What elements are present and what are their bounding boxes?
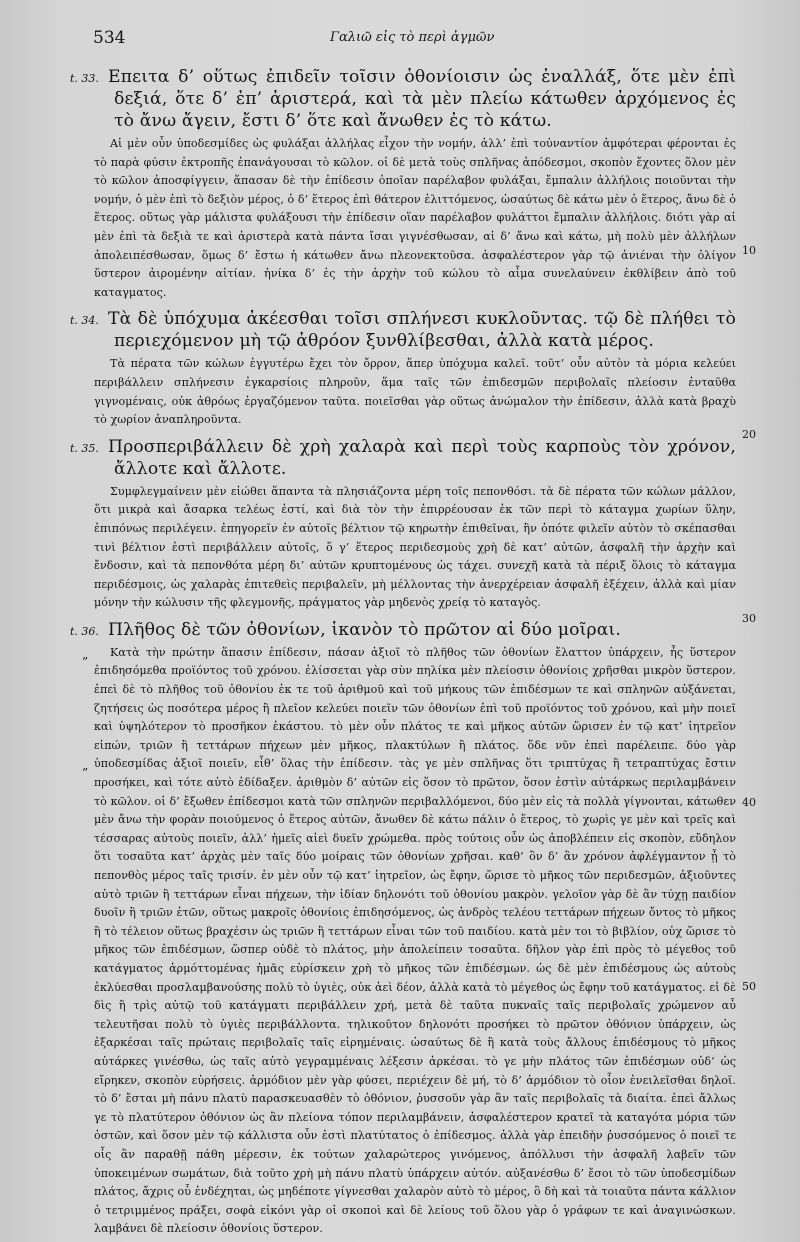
text-body [70, 66, 736, 1242]
section-35 [70, 436, 736, 613]
page-number: 534 [93, 28, 126, 48]
section-marker: t. 35. [70, 441, 99, 455]
margin-quote-mark: ” [82, 766, 89, 780]
line-number-50: 50 [742, 980, 756, 993]
commentary-text: Αἱ μὲν οὖν ὑποδεσμίδες ὡς φυλάξαι ἀλλήλας εἶχον τὴν νομήν, ἀλλ’ ἐπὶ τοὐναντίον ἀμφότεραι φέρονται ἐς τὸ παρὰ φύσιν ἐκτροπῆς ἐπανάγουσαι τὸ κῶλον. οἱ δὲ μετὰ τοὺς σπλῆνας ἀπόδεσμοι, σκοπὸν ἔχοντες ὅλον μὲν τὸ κῶλον ἀποσφίγγειν, ἅπασαν δὲ τὴν ἐπίδεσιν ὁποῖαν παρέλαβον φυλάξαι, ἔμπαλιν ἀλλήλοις ποιοῦνται τὴν νομήν, ὁ μὲν ἐπὶ τὸ δεξιὸν μέρος, ὁ δ’ ἕτερος ἐπὶ θάτερον ἐλιττόμενος, ὡσαύτως δὲ κάτω μὲν ὁ ἕτερος, ἄνω δὲ ὁ ἕτερος. οὕτως γὰρ μάλιστα φυλάξουσι τὴν ἐπίδεσιν οἵαν παρέλαβον φυλάττοι ἔμπαλιν ἀλλήλοις. διότι γὰρ αἱ μὲν ἐπὶ τὰ δεξιὰ τε καὶ ἀριστερὰ κατὰ πάντα ἴσαι γιγνέσθωσαν, αἱ δ’ ἄνω καὶ κάτω, μὴ πολὺ μὲν ἀλλήλων ἀπολειπέσθωσαν, ὅμως δ’ ἔστω ἡ κάτωθεν ἄνω πλεονεκτοῦσα. ἀσφαλέστερον γὰρ τῷ ἀνιέναι τὴν ὀλίγον ὕστερον ἀιρομένην αἰτίαν. ἡνίκα δ’ ἐς τὴν ἀρχὴν τοῦ κώλου τὸ αἷμα συνελαύνειν ἐκθλίβειν ἀπὸ τοῦ καταγματος. [94, 137, 736, 299]
lemma-text: Επειτα δ’ οὕτως ἐπιδεῖν τοῖσιν ὀθονίοισιν ὡς ἐναλλάξ, ὅτε μὲν ἐπὶ δεξιά, ὅτε δ’ ἐπ’ ἀριστερά, καὶ τὰ μὲν πλείω κάτωθεν ἀρχόμενος ἐς τὸ ἄνω ἄγειν, ἔστι δ’ ὅτε καὶ ἄνωθεν ἐς τὸ κάτω. [108, 67, 736, 131]
section-33 [70, 66, 736, 302]
commentary-text: Κατὰ τὴν πρώτην ἅπασιν ἐπίδεσιν, πάσαν ἀξιοῖ τὸ πλῆθος τῶν ὀθονίων ἔλαττον ὑπάρχειν, ἧς ὕστερον ἐπιδησόμεθα προϊόντος τοῦ χρόνου. ἐλίσσεται γὰρ σὺν πηλίκα μὲν πλείοσιν ὀθονίοις χρῆσθαι μικρὸν ὕστερον. ἐπεὶ δὲ τὸ πλῆθος τοῦ ὀθονίου ἐκ τε τοῦ ἀριθμοῦ καὶ τοῦ μήκους τῶν ἐπιδέσμων τε καὶ σπληνῶν αὐξάνεται, ζητήσεις ὡς ποσότερα μέρος ἢ πλεῖον κελεύει ποιεῖν τῶν ὀθονίων ἐπὶ τοῦ προϊόντος τοῦ χρόνου, καὶ μὴν ποιεῖ καὶ ὑψηλότερον τὸ προσῆκον ἑκάστου. τὸ μὲν οὖν πλάτος τε καὶ μῆκος αὐτῶν ὥρισεν ἐν τῷ κατ’ ἰητρεῖον εἰπών, τριῶν ἢ τεττάρων πήχεων μὲν μῆκος, πλακτύλων ἢ πλάτος. ὅδε νῦν ἐπεὶ παρέλειπε. δύο γὰρ ὑποδεσμίδας ἀξιοῖ ποιεῖν, εἶθ’ ὅλας τὴν ἐπίδεσιν. τὰς γε μὲν σπλῆνας ὅτι τριπτύχας ἢ τετραπτύχας ἔστιν προσήκει, καὶ τότε αὐτὸ ἐδίδαξεν. ἀριθμὸν δ’ αὐτῶν εἰς ὅσον τὸ πρῶτον, ὅσον ἐστὶν αὐτάρκως περιλαμβάνειν τὸ κῶλον. οἱ δ’ ἔξωθεν ἐπίδεσμοι κατὰ τῶν σπληνῶν περιβαλλόμενοι, δύο μὲν εἰς τὰ πολλὰ γίγνονται, κάτωθεν μὲν ἄνω τὴν φορὰν ποιούμενος ὁ ἕτερος αὐτῶν, ἄνωθεν δὲ κάτω πάλιν ὁ ἕτερος, τὸ χωρὶς γε μὲν καὶ τρεῖς καὶ τέσσαρας αὐτοὺς ποιεῖν, ἀλλ’ ἡμεῖς αἰεὶ δυεῖν χρώμεθα. πρὸς τούτοις οὖν ὡς ἀποβλέπειν εἰς σκοπὸν, εὔδηλον ὅτι τοσαῦτα κατ’ ἀρχὰς μὲν ταῖς δύο μοίραις τῶν ὀθονίων χρῆσαι. καθ’ ὃν δ’ ἂν χρόνον ἀφλέγμαντον ᾖ τὸ πεπονθὸς μέρος ταῖς τρισίν. ἐν μὲν οὖν τῷ κατ’ ἰητρεῖον, ὡς ἔφην, ὥρισε τὸ μῆκος τῶν περιδεσμῶν, ἀξιοῦντες αὐτὸ τριῶν ἢ τεττάρων εἶναι πήχεων, τὴν ἰδίαν δηλονότι τοῦ ὀθονίου μακρὸν. γελοῖον γὰρ δὲ ἂν τύχῃ παιδίον δυοῖν ἢ τριῶν ἐτῶν, οὕτως μακροῖς ὀθονίοις ἐπιδησόμενος, ὡς ἀνδρὸς τελέου τεττάρων πήχεων ὄντος τὸ μῆκος ἢ τὸ τέλειον οὕτως βραχέσιν ὡς τριῶν ἢ τεττάρων εἶναι τῶν τοῦ παιδίου. κατὰ μὲν τοι τὸ βιβλίον, οὐχ ὥρισε τὸ μῆκος τῶν ἐπιδέσμων, ὥσπερ οὐδὲ τὸ πλάτος, μὴν ἀπολείπειν τοσαῦτα. δῆλον γὰρ ἐπὶ πρὸς τὸ μέγεθος τοῦ κατάγματος ἁρμόττομένας ἡμᾶς εὑρίσκειν χρὴ τὸ μῆκος τῶν ἐπιδέσμων. ὡς δὲ μὲν ἐπιδέσμους ὡς αὐτοὺς ἐκλύεσθαι προσλαμβανούσης πολὺ τὸ ὑγιὲς, οὐκ ἀεὶ δέον, ἀλλὰ κατὰ τὸ μέγεθος ὡς ἔφην τοῦ κατάγματος. εἰ δὲ δὶς ἢ τρὶς αὐτῷ τοῦ κατάγματι περιβάλλειν χρή, μετὰ δὲ ταῦτα πυκναῖς ταῖς περιβολαῖς χρώμενον αὖ τελευτῆσαι πολὺ τὸ ὑγιὲς περιβάλλοντα. τηλικοῦτον δηλονότι προσήκει τὸ πρῶτον ὀθόνιον ὑπάρχειν, ὡς ἐξαρκέσαι ταῖς πρώταις περιβολαῖς ταῖς εἰρημέναις. ὡσαύτως δὲ ἢ κατὰ τοὺς ἄλλους ἐπιδέσμους τὸ μῆκος αὐτάρκες γινέσθω, ὡς ταῖς αὐτὸ γεγραμμέναις λέξεσιν ἀρκέσαι. τὸ γε μὴν πλάτος τῶν ἐπιδέσμων οὐδ’ ὡς εἴρηκεν, σκοπὸν εὑρήσεις. ἁρμόδιον μὲν γὰρ φύσει, περιέχειν δὲ μή, τὸ δ’ ἁρμόδιον τὸ οἷον ἐνειλεῖσθαι δηλοῖ. τὸ δ’ ἔσται μὴ πάνυ πλατὺ παρασκευασθὲν τὸ ὀθόνιον, ῥυσσοῦν γὰρ ἂν ταῖς περιβολαῖς τὰ διαίτα. ἐπεὶ ἄλλως γε τὸ πλατύτερον ὀθόνιον ὡς ἂν πλείονα τόπον περιλαμβάνειν, ἀσφαλέστερον κρατεῖ τὰ καταγότα μόρια τῶν ὀστῶν, καὶ ὅσον μὲν τῷ κάλλιστα οὖν ἐστὶ πλατύτατος ὁ ἐπίδεσμος. ἀλλὰ γὰρ ἐπειδὴν ῥυσσόμενος ὁ ποιεῖ τε οἷς ἂν παραθῇ πάθη μέρεσιν, ἐκ τούτων χαλαρώτερος γινόμενος, ἀπόλλυσι τὴν ἀσφαλῆ λαβεῖν τῶν ὑποκειμένων σωμάτων, διὰ τοῦτο χρὴ μὴ πάνυ πλατὺ ὑπάρχειν αὐτόν. αὐξανέσθω δ’ ἔσοι τὸ τῶν ὑποδεσμίδων πλάτος, ἄχρις οὗ ἐνδέχηται, ὡς μηδέποτε γίγνεσθαι χαλαρὸν αὐτὸ τὸ μέρος, ὃ δὴ καὶ τὰ τοιαῦτα πάντα κάλλιον ὁ τετριμμένος πράξει, σοφὰ εἰκόνι γὰρ οἱ σκοποὶ καὶ δὲ λείους τοῦ ὅλου γὰρ ὁ γράφων τε καὶ ἀναγινώσκων. λαμβάνει δὲ πλείοσιν ὀθονίοις ὕστερον. [94, 645, 736, 1236]
section-36 [70, 619, 736, 1239]
section-marker: t. 34. [70, 314, 99, 328]
page-header [0, 28, 800, 52]
line-number-20: 20 [742, 428, 756, 441]
lemma-text: Προσπεριβάλλειν δὲ χρὴ χαλαρὰ καὶ περὶ τοὺς καρποὺς τὸν χρόνον, ἄλλοτε καὶ ἄλλοτε. [108, 436, 736, 479]
line-number-10: 10 [742, 244, 756, 257]
line-number-40: 40 [742, 796, 756, 809]
section-34 [70, 308, 736, 429]
running-head: Γαλιῶ εἰς τὸ περὶ ἀγμῶν [330, 30, 495, 45]
commentary-text: Συμφλεγμαίνειν μὲν εἰώθει ἅπαντα τὰ πλησιάζοντα μέρη τοῖς πεπονθόσι. τὰ δὲ πέρατα τῶν κώλων μάλλον, ὅτι μικρὰ καὶ ἄσαρκα τελέως ἐστί, καὶ διὰ τὸν τὴν ἐπιρρέουσαν ἐκ τῶν περὶ τὸ κάταγμα χωρίων ὕλην, ἐπιπόνως περιλέγειν. ἐπηγορεῖν ἐν αὐτοῖς βέλτιον τῷ κηρωτὴν ἐπιθεῖναι, ἢν ὁπότε φιλεῖν αὐτὸν τὸ σκέπασθαι τινὶ βέλτιον ἐστὶ περιβάλλειν αὐτοῖς, ὅ γ’ ἕτερος περιδεσμοὺς χρὴ δὲ κατ’ αὐτῶν, ἀσφαλῆ τὴν ἀρχὴν καὶ ἔνδοσιν, καὶ τὰ πεπονθότα μέρη δι’ αὐτῶν κρυπτομένους ὡς τάχει. συνεχῆ κατὰ τὰ πέριξ ὅλοις τὸ κάταγμα περιδέσμοις, ὡς χαλαρὰς ἐπιτεθεὶς περιβαλεῖν, μὴ μέλλοντας τὴν ἀνερχέρειαν ἀσφαλῆ ἐξέχειν, ἀλλὰ καὶ μίαν μόνην τὴν κώλυσιν τῆς φλεγμονῆς, πράγματος γὰρ μηδενὸς χρείᾳ τὸ καταγὸς. [94, 484, 736, 610]
commentary-text: Τὰ πέρατα τῶν κώλων ἐγγυτέρω ἔχει τὸν ὄρρον, ἅπερ ὑπόχυμα καλεῖ. τοῦτ’ οὖν αὐτὸν τὰ μόρια κελεύει περιβάλλειν σπλήνεσιν ἐγκαρσίοις πληροῦν, ἅμα ταῖς τῶν ἐπιδεσμῶν περιβολαῖς πλείοσιν ἐνταῦθα γιγνομέναις, οὐκ ἀθρόως ἐργαζόμενον ταῦτα. ποιεῖσθαι γὰρ οὕτως ἀνώμαλον τὴν ἐπίδεσιν, ἀλλὰ κατὰ βραχὺ τὸ χωρίον ἀναπληροῦντα. [94, 357, 736, 427]
section-marker: t. 36. [70, 624, 99, 638]
section-marker: t. 33. [70, 72, 99, 85]
lemma-text: Πλῆθος δὲ τῶν ὀθονίων, ἱκανὸν τὸ πρῶτον αἱ δύο μοῖραι. [108, 619, 622, 640]
lemma-text: Τὰ δὲ ὑπόχυμα ἀκέεσθαι τοῖσι σπλήνεσι κυκλοῦντας. τῷ δὲ πλήθει τὸ περιεχόμενον μὴ τῷ ἀθρόον ξυνθλίβεσθαι, ἀλλὰ κατὰ μέρος. [108, 309, 736, 352]
line-number-30: 30 [742, 612, 756, 625]
margin-quote-mark: ” [82, 655, 89, 669]
